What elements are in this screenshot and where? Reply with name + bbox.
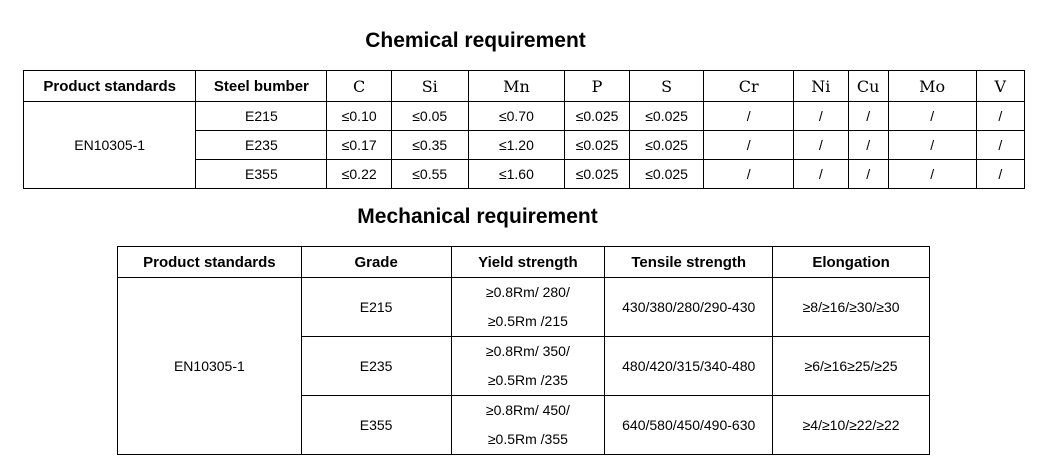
chemical-table (23, 70, 1025, 189)
table-row (118, 278, 930, 337)
table-cell: / (976, 131, 1024, 160)
table-cell: / (848, 102, 888, 131)
header-v: V (976, 71, 1024, 102)
mechanical-table (117, 246, 930, 455)
header-mo: Mo (888, 71, 976, 102)
elongation-cell: ≥8/≥16/≥30/≥30 (773, 278, 930, 337)
table-cell: ≤0.025 (629, 160, 704, 189)
table-cell: / (976, 160, 1024, 189)
table-cell: E235 (196, 131, 327, 160)
grade-cell: E355 (301, 396, 451, 455)
grade-cell: E215 (301, 278, 451, 337)
yield-line: ≥0.5Rm /235 (487, 372, 568, 388)
header-cr: Cr (704, 71, 794, 102)
header-product-standards: Product standards (118, 247, 302, 278)
table-cell: / (888, 102, 976, 131)
yield-line: ≥0.8Rm/ 350/ (485, 343, 570, 359)
header-c: C (327, 71, 392, 102)
table-cell: ≤0.025 (565, 102, 630, 131)
standard-cell: EN10305-1 (24, 102, 196, 189)
table-row (24, 102, 1025, 131)
table-cell: / (794, 102, 848, 131)
tensile-cell: 430/380/280/290-430 (605, 278, 773, 337)
table-cell: / (794, 160, 848, 189)
table-cell: / (704, 102, 794, 131)
elongation-cell: ≥6/≥16≥25/≥25 (773, 337, 930, 396)
table-cell: / (976, 102, 1024, 131)
table-cell: ≤1.20 (468, 131, 565, 160)
table-cell: E215 (196, 102, 327, 131)
header-cu: Cu (848, 71, 888, 102)
table-cell: / (848, 131, 888, 160)
table-cell: / (794, 131, 848, 160)
header-mn: Mn (468, 71, 565, 102)
table-cell: ≤0.22 (327, 160, 392, 189)
yield-line: ≥0.8Rm/ 280/ (485, 284, 570, 300)
table-cell: / (704, 160, 794, 189)
header-tensile-strength: Tensile strength (605, 247, 773, 278)
header-ni: Ni (794, 71, 848, 102)
chemical-title: Chemical requirement (365, 29, 586, 52)
table-cell: / (848, 160, 888, 189)
header-yield-strength: Yield strength (451, 247, 605, 278)
yield-line: ≥0.5Rm /215 (487, 313, 568, 329)
yield-cell (451, 278, 605, 337)
table-cell: ≤0.025 (565, 131, 630, 160)
header-product-standards: Product standards (24, 71, 196, 102)
table-cell: / (888, 131, 976, 160)
mechanical-title: Mechanical requirement (357, 205, 598, 228)
tensile-cell: 480/420/315/340-480 (605, 337, 773, 396)
table-cell: ≤0.05 (391, 102, 468, 131)
header-steel-number: Steel bumber (196, 71, 327, 102)
yield-cell (451, 396, 605, 455)
table-cell: ≤0.55 (391, 160, 468, 189)
table-cell: E355 (196, 160, 327, 189)
table-cell: ≤0.35 (391, 131, 468, 160)
table-cell: ≤0.10 (327, 102, 392, 131)
mechanical-header-row (118, 247, 930, 278)
header-si: Si (391, 71, 468, 102)
header-s: S (629, 71, 704, 102)
standard-cell: EN10305-1 (118, 278, 302, 455)
header-p: P (565, 71, 630, 102)
table-cell: / (704, 131, 794, 160)
elongation-cell: ≥4/≥10/≥22/≥22 (773, 396, 930, 455)
table-cell: / (888, 160, 976, 189)
table-cell: ≤0.17 (327, 131, 392, 160)
header-elongation: Elongation (773, 247, 930, 278)
table-cell: ≤1.60 (468, 160, 565, 189)
tensile-cell: 640/580/450/490-630 (605, 396, 773, 455)
chemical-header-row (24, 71, 1025, 102)
table-cell: ≤0.025 (629, 102, 704, 131)
yield-cell (451, 337, 605, 396)
table-cell: ≤0.70 (468, 102, 565, 131)
table-cell: ≤0.025 (565, 160, 630, 189)
grade-cell: E235 (301, 337, 451, 396)
header-grade: Grade (301, 247, 451, 278)
yield-line: ≥0.5Rm /355 (487, 431, 568, 447)
table-cell: ≤0.025 (629, 131, 704, 160)
yield-line: ≥0.8Rm/ 450/ (485, 402, 570, 418)
